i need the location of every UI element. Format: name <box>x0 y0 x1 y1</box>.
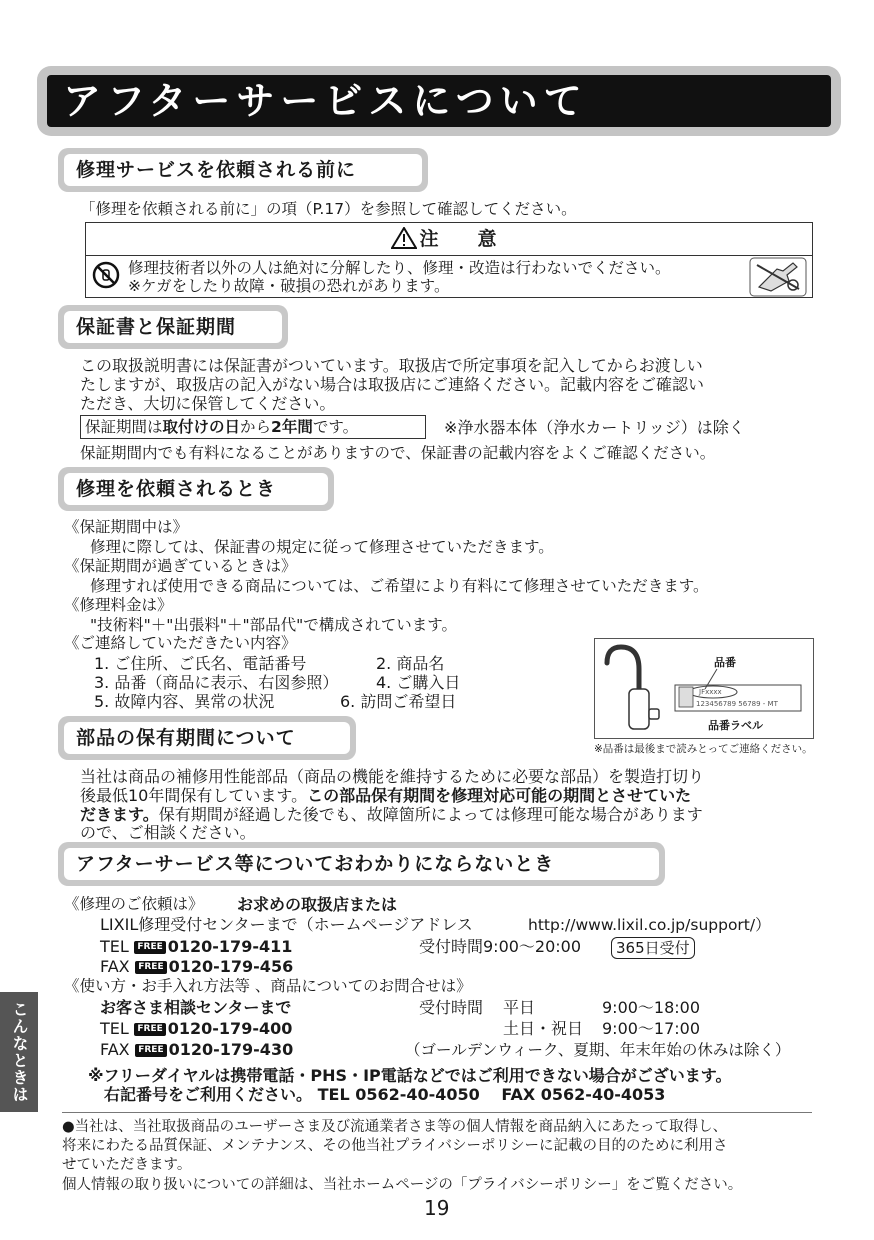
parts-para-2 <box>80 786 691 805</box>
contact-item-3: 3. 品番（商品に表示、右図参照） <box>94 673 339 692</box>
free-dial-note-text: 右記番号をご利用ください。 <box>104 1085 313 1104</box>
privacy-line-2: 将来にわたる品質保証、メンテナンス、その他当社プライバシーポリシーに記載の目的のために利用さ <box>62 1138 728 1154</box>
privacy-line-3: せていただきます。 <box>62 1157 192 1173</box>
repair-text-2: 修理すれば使用できる商品については、ご希望により有料にて修理させていただきます。 <box>90 577 709 595</box>
page-number: 19 <box>424 1196 450 1220</box>
contact-item-6: 6. 訪問ご希望日 <box>340 692 457 711</box>
warranty-text: です。 <box>312 418 359 436</box>
parts-text: 後最低10年間保有しています。 <box>80 786 308 805</box>
parts-para-4: ので、ご相談ください。 <box>80 823 256 842</box>
contact-item-4: 4. ご購入日 <box>376 673 461 692</box>
diagram-caption: ※品番は最後まで読みとってご連絡ください。 <box>594 743 813 755</box>
product-label-diagram <box>594 638 814 739</box>
repair-text-3: "技術料"＋"出張料"＋"部品代"で構成されています。 <box>90 616 458 634</box>
repair-heading-3: 《修理料金は》 <box>64 596 173 614</box>
section-title: 保証書と保証期間 <box>64 311 282 343</box>
free-dial-icon: FREE <box>134 941 165 954</box>
parts-text: 保有期間が経過した後でも、故障箇所によっては修理可能な場合があります <box>158 805 703 824</box>
paid-numbers[interactable]: TEL 0562-40-4050 FAX 0562-40-4053 <box>317 1085 666 1104</box>
parts-emphasis: だきます。 <box>80 805 159 824</box>
consult-hours-label: 受付時間 <box>419 998 484 1017</box>
caution-header <box>86 223 812 256</box>
free-dial-note-2 <box>104 1085 665 1104</box>
page-title: アフターサービスについて <box>47 75 831 127</box>
repair-heading-4: 《ご連絡していただきたい内容》 <box>64 634 297 652</box>
privacy-line-4: 個人情報の取り扱いについての詳細は、当社ホームページの「プライバシーポリシー」をご覧ください。 <box>62 1177 743 1193</box>
privacy-line-1: ●当社は、当社取扱商品のユーザーさま及び流通業者さま等の個人情報を商品納入にあたって取得し、 <box>62 1119 728 1135</box>
section-title: 修理サービスを依頼される前に <box>64 154 422 186</box>
warranty-note: ※浄水器本体（浄水カートリッジ）は除く <box>444 418 745 437</box>
parts-emphasis: この部品保有期間を修理対応可能の期間とさせていた <box>307 786 692 805</box>
no-disassembly-icon <box>749 257 807 297</box>
warranty-para-3: ただき、大切に保管してください。 <box>80 394 336 413</box>
fax-label: FAX <box>100 957 130 976</box>
divider <box>62 1112 812 1113</box>
lixil-center: LIXIL修理受付センターまで（ホームページアドレス <box>100 915 473 934</box>
support-url[interactable]: http://www.lixil.co.jp/support/） <box>528 916 771 934</box>
repair-tel <box>100 937 292 956</box>
parts-para-1: 当社は商品の補修用性能部品（商品の機能を維持するために必要な部品）を製造打切り <box>80 767 705 786</box>
repair-hours: 受付時間9:00〜20:00 <box>419 937 582 956</box>
warning-icon <box>391 227 417 249</box>
warranty-duration: 2年間 <box>271 418 313 436</box>
section-header-before-repair <box>58 148 428 192</box>
repair-fax-number[interactable]: 0120-179-456 <box>168 957 294 976</box>
warranty-text: 保証期間は <box>85 418 163 436</box>
section-header-when-repair <box>58 467 334 511</box>
weekday-time: 9:00〜18:00 <box>602 998 701 1017</box>
holiday-note: （ゴールデンウィーク、夏期、年末年始の休みは除く） <box>405 1041 791 1059</box>
hinban-label: 品番 <box>714 656 736 669</box>
warranty-para-4: 保証期間内でも有料になることがありますので、保証書の記載内容をよくご確認ください。 <box>80 444 716 462</box>
repair-heading-2: 《保証期間が過ぎているときは》 <box>64 557 297 575</box>
free-dial-icon: FREE <box>134 1023 165 1036</box>
tel-label: TEL <box>100 937 129 956</box>
section-title: 部品の保有期間について <box>64 722 350 754</box>
contact-item-1: 1. ご住所、ご氏名、電話番号 <box>94 654 307 673</box>
weekday-label: 平日 <box>503 998 536 1017</box>
consult-fax-number[interactable]: 0120-179-430 <box>168 1040 294 1059</box>
tel-label: TEL <box>100 1019 129 1038</box>
fax-label: FAX <box>100 1040 130 1059</box>
consult-center: お客さま相談センターまで <box>100 998 292 1017</box>
contact-repair-shop: お求めの取扱店または <box>237 895 398 914</box>
warranty-period-box <box>80 415 426 439</box>
caution-box <box>85 222 813 298</box>
caution-line-2: ※ケガをしたり故障・破損の恐れがあります。 <box>128 277 450 295</box>
open-365-badge: 365日受付 <box>611 937 695 959</box>
section-title: アフターサービス等についておわかりにならないとき <box>64 848 659 880</box>
contact-item-2: 2. 商品名 <box>376 654 445 673</box>
warranty-para-2: たしますが、取扱店の記入がない場合は取扱店にご連絡ください。記載内容をご確認い <box>80 375 705 394</box>
repair-text-1: 修理に際しては、保証書の規定に従って修理させていただきます。 <box>90 538 554 556</box>
free-dial-note-1: ※フリーダイヤルは携帯電話・PHS・IP電話などではご利用できない場合がございます。 <box>88 1066 732 1085</box>
plate-label: 品番ラベル <box>708 719 763 732</box>
weekend-time: 9:00〜17:00 <box>602 1019 701 1038</box>
consult-tel-number[interactable]: 0120-179-400 <box>167 1019 293 1038</box>
product-code: JFxxxx <box>699 688 722 696</box>
repair-tel-number[interactable]: 0120-179-411 <box>167 937 293 956</box>
contact-heading-usage: 《使い方・お手入れ方法等 、商品についてのお問合せは》 <box>64 977 472 995</box>
free-dial-icon: FREE <box>135 1044 166 1057</box>
section-header-contact <box>58 842 665 886</box>
weekend-label: 土日・祝日 <box>503 1019 584 1038</box>
before-repair-text: 「修理を依頼される前に」の項（P.17）を参照して確認してください。 <box>80 200 577 218</box>
serial-number: 123456789 56789 - MT <box>696 700 778 708</box>
warranty-para-1: この取扱説明書には保証書がついています。取扱店で所定事項を記入してからお渡しい <box>80 356 703 375</box>
free-dial-icon: FREE <box>135 961 166 974</box>
caution-title: 注 意 <box>419 228 507 250</box>
prohibition-icon <box>92 261 120 289</box>
contact-heading-repair: 《修理のご依頼は》 <box>64 895 204 913</box>
side-tab-troubleshooting[interactable]: こんなときは <box>0 992 38 1112</box>
section-title: 修理を依頼されるとき <box>64 473 328 505</box>
section-header-parts <box>58 716 356 760</box>
contact-item-5: 5. 故障内容、異常の状況 <box>94 692 275 711</box>
warranty-text: から <box>240 418 272 436</box>
repair-fax <box>100 957 293 976</box>
warranty-start: 取付けの日 <box>162 418 241 436</box>
parts-para-3 <box>80 805 703 824</box>
section-header-warranty <box>58 305 288 349</box>
consult-tel <box>100 1019 292 1038</box>
caution-line-1: 修理技術者以外の人は絶対に分解したり、修理・改造は行わないでください。 <box>128 259 671 277</box>
consult-fax <box>100 1040 293 1059</box>
repair-heading-1: 《保証期間中は》 <box>64 518 189 536</box>
